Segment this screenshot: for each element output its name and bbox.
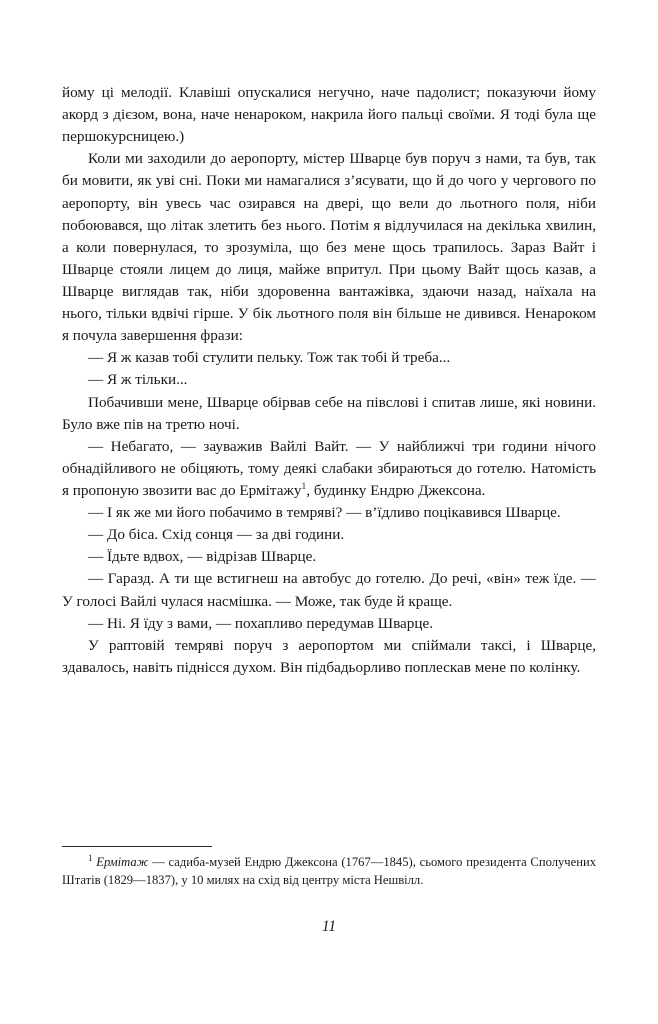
paragraph: — Їдьте вдвох, — відрізав Шварце. bbox=[88, 548, 317, 566]
paragraph: — І як же ми його побачимо в темряві? — в’їдливо поцікавився Шварце. bbox=[88, 504, 561, 522]
paragraph: — До біса. Схід сонця — за дві години. bbox=[88, 526, 345, 544]
footnote-area bbox=[62, 846, 596, 890]
footnote-body: — садиба-музей Ендрю Джексона (1767—1845), сьомого президента Сполучених Штатів (1829—1837), у 10 милях на схід від центру міста Нешвілл. bbox=[62, 855, 596, 887]
footnote-reference-marker[interactable]: 1 bbox=[301, 481, 307, 492]
paragraph-text-after: , будинку Ендрю Джексона. bbox=[306, 481, 486, 499]
footnote bbox=[62, 854, 596, 890]
paragraph: — Я ж казав тобі стулити пельку. Тож так тобі й треба... bbox=[88, 349, 451, 367]
paragraph-with-footnote bbox=[62, 436, 596, 502]
page-number: 11 bbox=[321, 918, 337, 935]
paragraph: Коли ми заходили до аеропорту, містер Шварце був поруч з нами, та був, так би мовити, як уві сні. Поки ми намагалися з’ясувати, що й до чого у чергового по аеропорту, він увесь час озирався на двері, що вели до льотного поля, ніби побоювався, що літак злетить без нього. Потім я відлучилася на декілька хвилин, а коли повернулася, то зрозуміла, що без мене щось трапилось. Зараз Вайт і Шварце стояли лицем до лиця, майже впритул. При цьому Вайт щось казав, а Шварце виглядав так, ніби здоровенна вантажівка, здаючи назад, наїхала на нього, тільки вдвічі гірше. У бік льотного поля він більше не дивився. Ненароком я почула завершення фрази: bbox=[62, 150, 596, 345]
body-text-block bbox=[62, 82, 596, 679]
paragraph-text: — Небагато, — зауважив Вайлі Вайт. — У найближчі три години нічого обнадійливого не обіцяють, тому деякі слабаки збираються до готелю. Натомість я пропоную звозити вас до Ермітажу bbox=[62, 437, 596, 499]
paragraph: У раптовій темряві поруч з аеропортом ми спіймали таксі, і Шварце, здавалось, навіть піднісся духом. Він підбадьорливо поплескав мене по колінку. bbox=[62, 636, 596, 676]
footnote-separator-rule bbox=[62, 846, 212, 847]
footnote-number: 1 bbox=[88, 852, 93, 863]
paragraph: Побачивши мене, Шварце обірвав себе на півслові і спитав лише, які новини. Було вже пів на третю ночі. bbox=[62, 393, 596, 433]
paragraph: йому ці мелодії. Клавіші опускалися негучно, наче падолист; показуючи йому акорд з дієзом, вона, наче ненароком, накрила його пальці своїми. Я тоді була ще першокурсницею.) bbox=[62, 84, 596, 146]
footnote-term: Ермітаж bbox=[96, 855, 149, 869]
paragraph: — Я ж тільки... bbox=[88, 371, 188, 389]
paragraph: — Гаразд. А ти ще встигнеш на автобус до готелю. До речі, «він» теж їде. — У голосі Вайлі чулася насмішка. — Може, так буде й краще. bbox=[62, 570, 596, 610]
paragraph: — Ні. Я їду з вами, — похапливо передумав Шварце. bbox=[88, 614, 434, 632]
